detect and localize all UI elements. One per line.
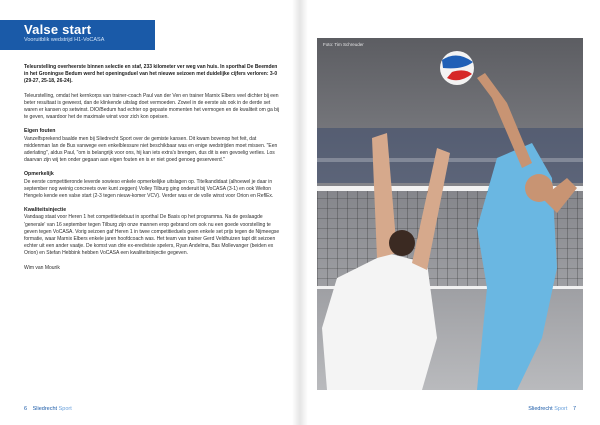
article-author: Wim van Mourik (24, 264, 60, 271)
photo-credit: Foto: Tim Schreuder (323, 42, 364, 47)
right-page (300, 0, 600, 425)
section-heading-kwaliteitsinjectie: Kwaliteitsinjectie (24, 207, 67, 214)
magazine-name-part2-right: Sport (554, 406, 568, 412)
article-title: Valse start (24, 22, 92, 37)
section-heading-opmerkelijk: Opmerkelijk (24, 171, 54, 178)
magazine-name-part2: Sport (58, 406, 72, 412)
section-heading-eigen-fouten: Eigen fouten (24, 128, 56, 135)
magazine-name-left (33, 406, 72, 412)
page-gutter (292, 0, 308, 425)
section-text-eigen-fouten: Vanzelfsprekend baalde men bij Sliedrecht Sport over de gemiste kansen. Dit kwam bovenop het feit, dat middenman Ian de Bus vanwege een enkelblessure niet beschikbaar was en enige wedstrijden moet missen. "Een aderlating", aldus Paul, "om is belangrijk voor ons, hij kan iets extra's brengen, dus dit is een gevoelig verlies. Los daarvan zijn wij ten onder gegaan aan eigen fouten en is er niet goed genoeg geserveerd." (24, 135, 278, 164)
section-text-kwaliteitsinjectie: Vandaag staat voor Heren 1 het competitiedebuut in sporthal De Basis op het programma. Na de geslaagde 'generale' van 16 september tegen Tilburg zijn onze mannen erop gebrand om ook nu een goede voorstelling te geven tegen VoCASA. Vorig seizoen gaf Heren 1 in twee competitieduels geen enkele set prijs tegen de Nijmeegse formatie, waar Marnix Elbers enkele jaren hoofdcoach was. Het team van trainer Gerd Veldhuizen tapt dit seizoen echter uit een ander vaatje. De komst van drie ex-eredivisie spelers, Ryan Andelma, Bas Mollevanger (beiden ex Orion) en Stefan Hebbink hebben VoCASA een kwaliteitsinjectie gegeven. (24, 214, 280, 257)
volleyball-photo (317, 38, 583, 390)
article-lead: Teleurstelling overheerste binnen selectie en staf, 233 kilometer ver weg van huis. In sporthal De Beemden in het Groningse Bedum werd het openingsduel van het nieuwe seizoen met duidelijke cijfers verloren: 3-0 (29-27, 25-18, 26-24). (24, 64, 278, 85)
article-subtitle: Vooruitblik wedstrijd H1-VoCASA (24, 37, 105, 43)
article-body (24, 64, 282, 279)
title-box (0, 20, 155, 50)
page-number-left: 6 (24, 406, 28, 412)
article-paragraph-1: Teleurstelling, omdat het kernkorps van trainer-coach Paul van der Ven en trainer Marnix Elbers veel dichter bij een beter resultaat is geweest, dan de klinkende uitslag doet vermoeden. Zowel in de eerste als ook in de derde set waren er kansen op setwinst. DIO/Bedum had echter op gepaste momenten het vermogen en de kwaliteit om ga bij te geven, waardoor het de maximale winst voor zich kon opeisen. (24, 92, 280, 121)
section-text-opmerkelijk: De eerste competitieronde leverde sowieso enkele opmerkelijke uitslagen op. Titelkandidaat (alhoewel je daar in september nog weinig concreets over kunt zeggen) Volley Tilburg ging onderuit bij VoCASA (3-1) en ook Welton Hengelo kende een valse start (2-3 tegen nieuw-komer VCV). Verder was er de volle winst voor Orion en ReflEx. (24, 178, 274, 200)
magazine-name-part1-right: Sliedrecht (528, 406, 553, 412)
photo-illustration (317, 38, 583, 390)
footer-right (524, 406, 576, 412)
footer-left (24, 406, 76, 412)
magazine-name-right (528, 406, 567, 412)
magazine-name-part1: Sliedrecht (32, 406, 58, 412)
page-number-right: 7 (572, 406, 576, 412)
